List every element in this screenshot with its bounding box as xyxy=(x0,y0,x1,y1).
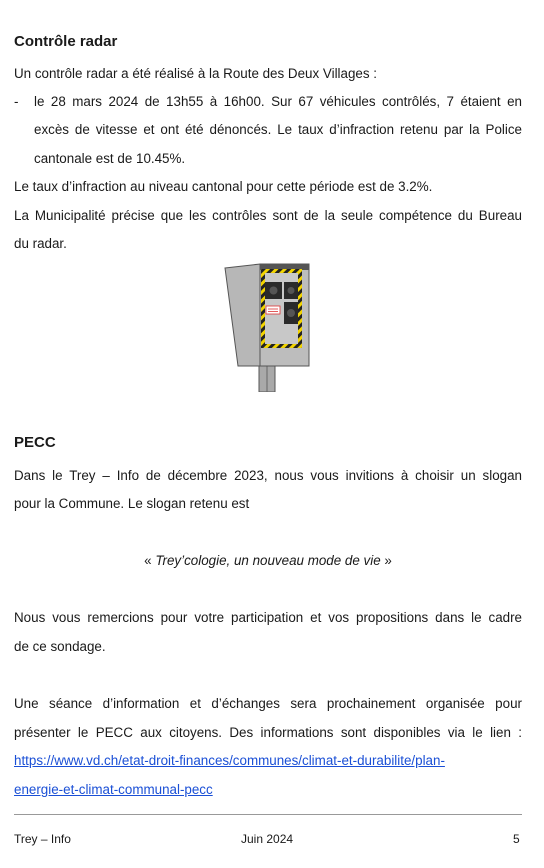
session-line-2: présenter le PECC aux citoyens. Des informations sont disponibles via le lien : xyxy=(14,725,522,740)
session-line-1: Une séance d’information et d’échanges sera prochainement organisée pour xyxy=(14,696,522,711)
section-heading-radar: Contrôle radar xyxy=(14,33,118,50)
slogan-text: Trey’cologie, un nouveau mode de vie xyxy=(155,553,381,568)
cantonal-rate-text: Le taux d’infraction au niveau cantonal pour cette période est de 3.2%. xyxy=(14,179,433,194)
radar-intro: Un contrôle radar a été réalisé à la Route des Deux Villages : xyxy=(14,66,377,81)
radar-camera-image xyxy=(222,262,322,392)
thanks-line-1: Nous vous remercions pour votre participation et vos propositions dans le cadre xyxy=(14,610,522,625)
bullet-line-3: cantonale est de 10.45%. xyxy=(34,151,186,166)
pecc-link-line-1[interactable]: https://www.vd.ch/etat-droit-finances/communes/climat-et-durabilite/plan- xyxy=(14,753,445,768)
footer-divider xyxy=(14,814,522,815)
bullet-dash: - xyxy=(14,94,19,109)
section-heading-pecc: PECC xyxy=(14,434,56,451)
pecc-intro-line-1: Dans le Trey – Info de décembre 2023, nous vous invitions à choisir un slogan xyxy=(14,468,522,483)
slogan-close-quote: » xyxy=(380,553,392,568)
municipal-note-line-2: du radar. xyxy=(14,236,67,251)
footer-page-number: 5 xyxy=(513,832,520,846)
bullet-line-1: le 28 mars 2024 de 13h55 à 16h00. Sur 67 véhicules contrôlés, 7 étaient en xyxy=(34,94,522,109)
pecc-link-cont[interactable] xyxy=(14,776,522,804)
slogan xyxy=(14,547,522,575)
pecc-intro-line-2: pour la Commune. Le slogan retenu est xyxy=(14,496,250,511)
footer-left: Trey – Info xyxy=(14,832,71,846)
thanks-line-2: de ce sondage. xyxy=(14,639,106,654)
municipal-note-line-1: La Municipalité précise que les contrôles sont de la seule compétence du Bureau xyxy=(14,208,522,223)
pecc-link-line-2[interactable]: energie-et-climat-communal-pecc xyxy=(14,782,213,797)
pecc-link[interactable] xyxy=(14,747,522,775)
bullet-line-2: excès de vitesse et ont été dénoncés. Le taux d’infraction retenu par la Police xyxy=(34,122,522,137)
footer-date: Juin 2024 xyxy=(241,832,294,846)
slogan-open-quote: « xyxy=(144,553,156,568)
radar-camera-icon xyxy=(222,262,322,392)
